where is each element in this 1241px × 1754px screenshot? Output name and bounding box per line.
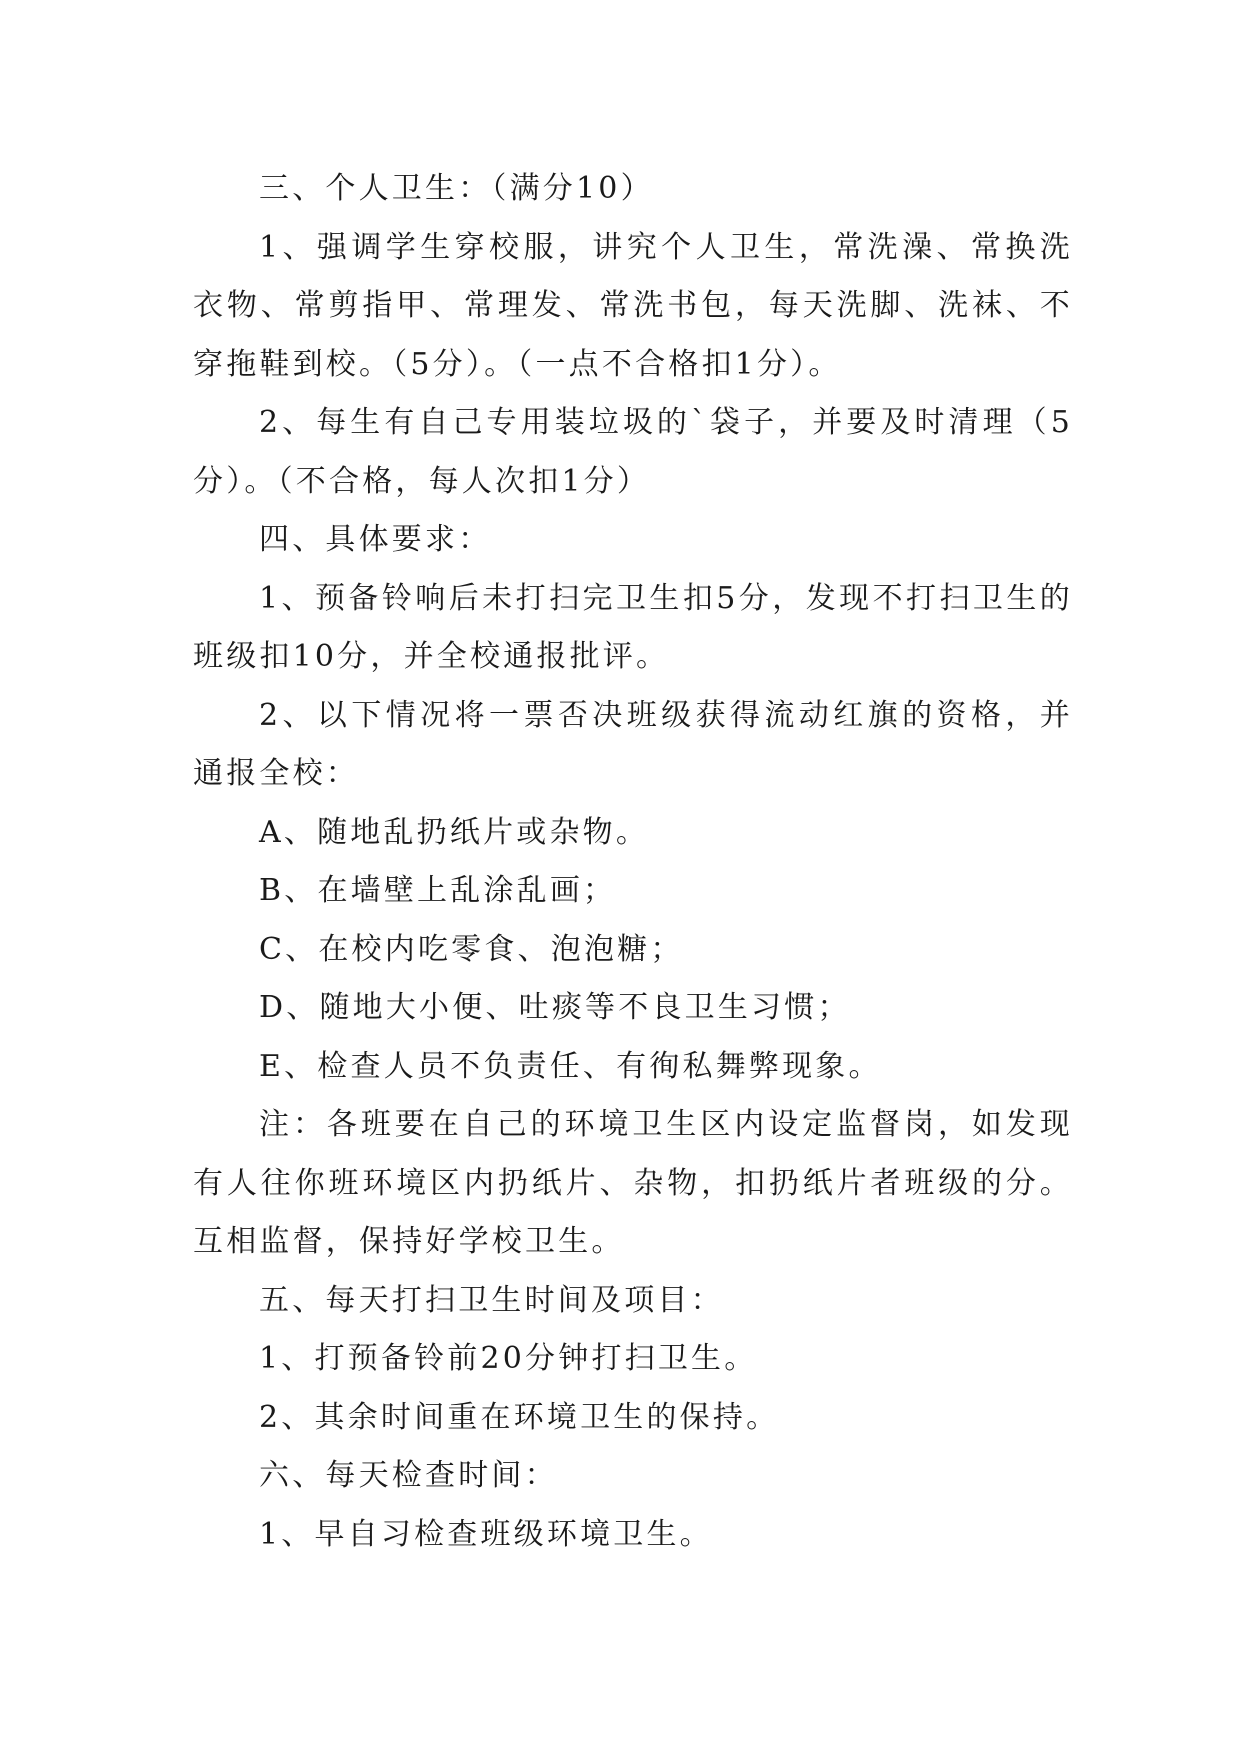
paragraph-item: 1、早自习检查班级环境卫生。 [259, 1516, 713, 1552]
paragraph-item: 2、以下情况将一票否决班级获得流动红旗的资格，并通报全校： [193, 697, 1073, 791]
paragraph-item: 1、强调学生穿校服，讲究个人卫生，常洗澡、常换洗衣物、常剪指甲、常理发、常洗书包，每天洗脚、洗袜、不穿拖鞋到校。（5分）。（一点不合格扣1分）。 [193, 229, 1073, 382]
list-item: C、在校内吃零食、泡泡糖； [259, 931, 684, 967]
section-heading-requirements: 四、具体要求： [259, 522, 492, 557]
section-heading-daily-cleaning: 五、每天打扫卫生时间及项目： [259, 1282, 724, 1318]
paragraph-item: 1、预备铃响后未打扫完卫生扣5分，发现不打扫卫生的班级扣10分，并全校通报批评。 [193, 580, 1073, 674]
paragraph-item: 1、打预备铃前20分钟打扫卫生。 [259, 1341, 758, 1376]
list-item: A、随地乱扔纸片或杂物。 [259, 814, 650, 850]
section-heading-personal-hygiene: 三、个人卫生：（满分10） [259, 171, 654, 206]
list-item: E、检查人员不负责任、有徇私舞弊现象。 [259, 1048, 882, 1084]
list-item: B、在墙壁上乱涂乱画； [259, 873, 617, 908]
list-item: D、随地大小便、吐痰等不良卫生习惯； [259, 990, 851, 1025]
document-body [193, 160, 1073, 1564]
section-heading-inspection-time: 六、每天检查时间： [259, 1458, 558, 1493]
paragraph-item: 2、其余时间重在环境卫生的保持。 [259, 1399, 780, 1435]
paragraph-item: 2、每生有自己专用装垃圾的`袋子，并要及时清理（5分）。（不合格，每人次扣1分） [193, 405, 1073, 499]
note-paragraph: 注：各班要在自己的环境卫生区内设定监督岗，如发现有人往你班环境区内扔纸片、杂物，扣扔纸片者班级的分。互相监督，保持好学校卫生。 [193, 1107, 1073, 1259]
